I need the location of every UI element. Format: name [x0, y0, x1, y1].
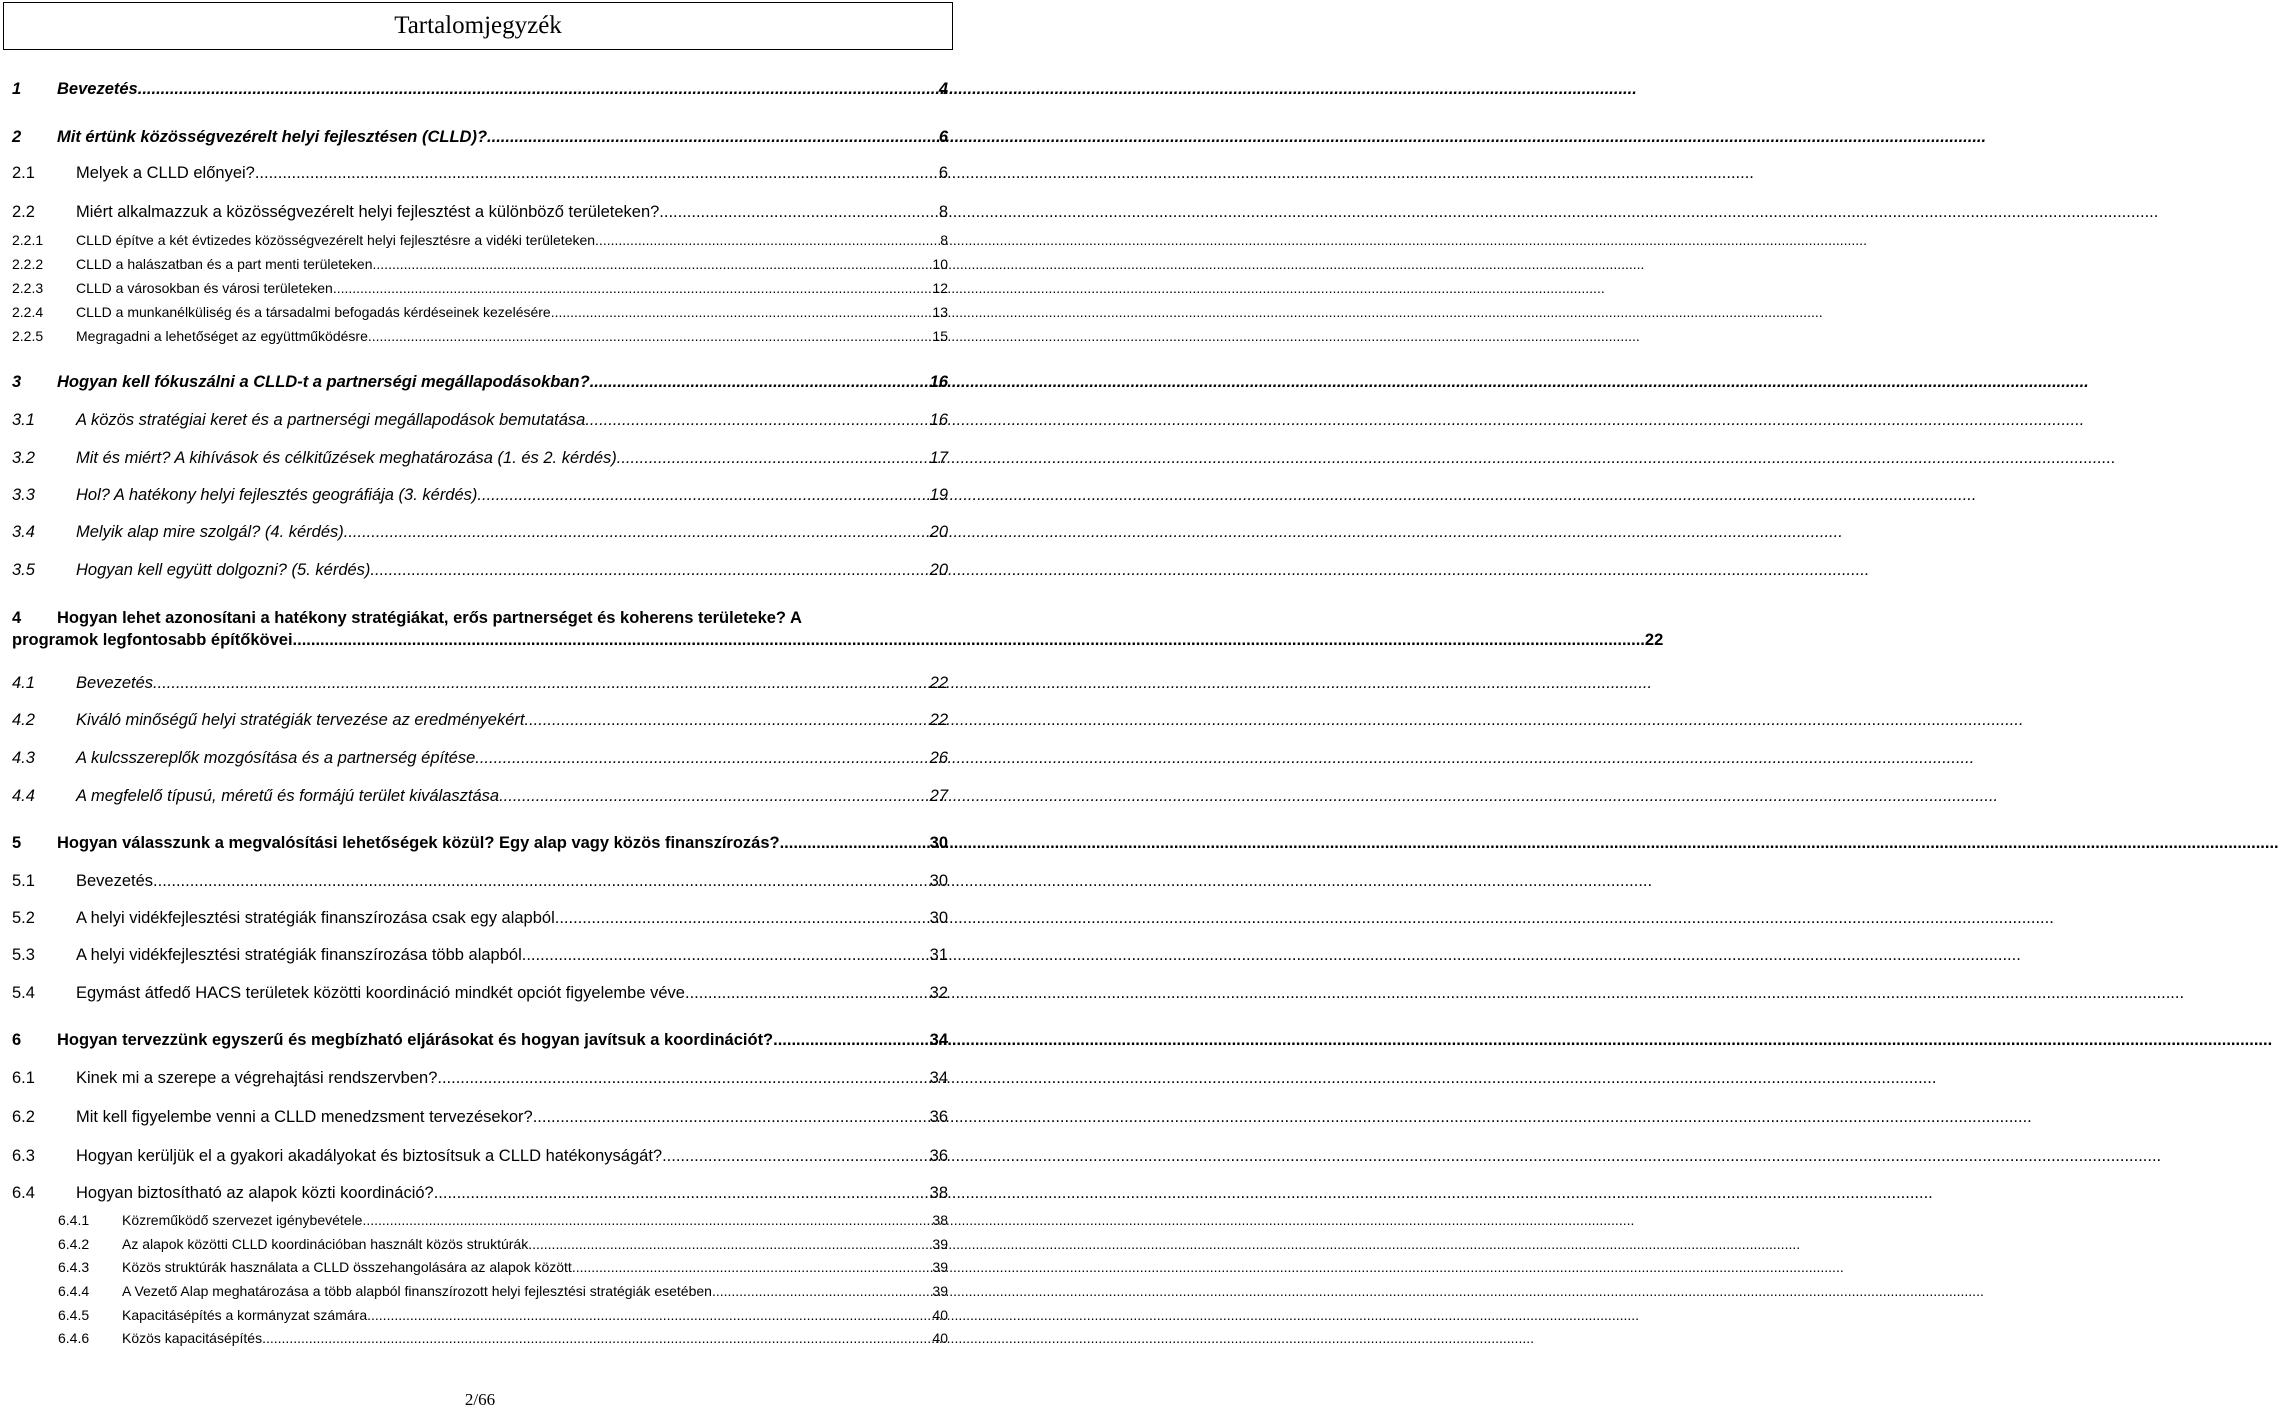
toc-entry-page: 26 — [929, 749, 948, 767]
toc-entry-page: 34 — [929, 1031, 948, 1049]
toc-entry-text: A közös stratégiai keret és a partnerségi megállapodások bemutatása — [76, 411, 586, 429]
toc-leader-dots — [590, 373, 930, 392]
toc-entry-text: Melyek a CLLD előnyei? — [76, 164, 255, 182]
toc-entry-text: Mit kell figyelembe venni a CLLD menedzsment tervezésekor? — [76, 1108, 533, 1126]
toc-entry-number: 6.3 — [12, 1147, 35, 1165]
toc-entry-text-continued: programok legfontosabb építőkövei — [12, 631, 293, 649]
toc-entry-number: 6.4.3 — [58, 1259, 90, 1275]
toc-entry-text: Hogyan biztosítható az alapok közti koordináció? — [76, 1184, 434, 1202]
toc-entry-text: Hogyan tervezzünk egyszerű és megbízható eljárásokat és hogyan javítsuk a koordinációt? — [57, 1031, 774, 1049]
toc-entry-page: 22 — [929, 711, 948, 729]
toc-entry-2-2-2[interactable] — [12, 256, 948, 272]
toc-entry-number: 2.2.5 — [12, 328, 44, 344]
toc-leader-dots — [138, 80, 939, 99]
toc-leader-dots — [585, 411, 929, 430]
toc-entry-number: 5.2 — [12, 909, 35, 927]
toc-entry-6[interactable] — [12, 1031, 948, 1050]
toc-entry-2-2-1[interactable] — [12, 232, 948, 248]
toc-entry-text: Közös struktúrák használata a CLLD összehangolására az alapok között — [122, 1259, 572, 1275]
toc-entry-page: 4 — [938, 80, 948, 98]
toc-leader-dots — [572, 1259, 933, 1275]
toc-entry-page: 40 — [932, 1330, 948, 1346]
toc-entry-page: 36 — [929, 1108, 948, 1126]
toc-entry-text: Közreműködő szervezet igénybevétele — [122, 1212, 363, 1228]
toc-leader-dots — [555, 909, 930, 928]
toc-entry-5-4[interactable] — [12, 984, 948, 1003]
toc-entry-4-4[interactable] — [12, 787, 948, 806]
toc-entry-text: Hogyan kerüljük el a gyakori akadályokat és biztosítsuk a CLLD hatékonyságát? — [76, 1147, 663, 1165]
toc-leader-dots — [367, 1307, 932, 1323]
toc-entry-6-4[interactable] — [12, 1184, 948, 1203]
toc-leader-dots — [434, 1184, 930, 1203]
toc-entry-number: 6.4.4 — [58, 1283, 90, 1299]
toc-entry-text: Bevezetés — [76, 674, 154, 692]
toc-leader-dots — [487, 128, 939, 147]
toc-entry-number: 1 — [12, 80, 22, 98]
toc-entry-page: 31 — [929, 946, 948, 964]
toc-entry-number: 6.4.2 — [58, 1236, 90, 1252]
toc-entry-page: 34 — [929, 1069, 948, 1087]
toc-leader-dots — [262, 1330, 932, 1346]
toc-entry-number: 2.2.4 — [12, 304, 44, 320]
toc-entry-number: 4.2 — [12, 711, 35, 729]
toc-entry-text: CLLD építve a két évtizedes közösségvezérelt helyi fejlesztésre a vidéki területeken — [76, 232, 596, 248]
toc-leader-dots — [153, 872, 930, 891]
toc-entry-text: Kiváló minőségű helyi stratégiák tervezése az eredményekért — [76, 711, 525, 729]
toc-entry-6-2[interactable] — [12, 1108, 948, 1127]
toc-entry-page: 19 — [929, 486, 948, 504]
toc-entry-number: 2 — [12, 128, 22, 146]
toc-leader-dots — [477, 486, 929, 505]
toc-leader-dots — [373, 256, 933, 272]
toc-entry-page: 39 — [932, 1259, 948, 1275]
toc-entry-page: 6 — [938, 164, 948, 182]
toc-entry-page: 10 — [932, 256, 948, 272]
toc-leader-dots — [499, 787, 930, 806]
toc-entry-6-4-2[interactable] — [58, 1236, 948, 1252]
toc-entry-text: Hogyan kell fókuszálni a CLLD-t a partnerségi megállapodásokban? — [57, 373, 590, 391]
toc-entry-number: 6.4.5 — [58, 1307, 90, 1323]
toc-entry-6-4-1[interactable] — [58, 1212, 948, 1228]
toc-entry-text: Egymást átfedő HACS területek közötti koordináció mindkét opciót figyelembe véve — [76, 984, 685, 1002]
toc-entry-text: Mit és miért? A kihívások és célkitűzések meghatározása (1. és 2. kérdés) — [76, 449, 617, 467]
toc-leader-dots — [528, 1236, 932, 1252]
toc-entry-number: 6.4 — [12, 1184, 35, 1202]
toc-entry-page: 30 — [929, 834, 948, 852]
toc-entry-number: 5.1 — [12, 872, 35, 890]
toc-entry-number: 3 — [12, 373, 22, 391]
toc-entry-text: A helyi vidékfejlesztési stratégiák finanszírozása több alapból — [76, 946, 522, 964]
page-number: 2/66 — [464, 1390, 496, 1409]
toc-entry-text: Megragadni a lehetőséget az együttműködésre — [76, 328, 368, 344]
toc-entry-page: 22 — [1644, 631, 1664, 649]
toc-entry-number: 6.2 — [12, 1108, 35, 1126]
toc-entry-number: 2.2.3 — [12, 280, 44, 296]
toc-entry-number: 3.4 — [12, 523, 35, 541]
toc-leader-dots — [475, 749, 929, 768]
toc-entry-3[interactable] — [12, 373, 948, 392]
toc-entry-number: 4 — [12, 609, 22, 627]
toc-entry-text: Kinek mi a szerepe a végrehajtási rendszervben? — [76, 1069, 438, 1087]
toc-entry-3-4[interactable] — [12, 523, 948, 542]
toc-entry-number: 2.1 — [12, 164, 35, 182]
toc-entry-number: 3.5 — [12, 561, 35, 579]
toc-leader-dots — [617, 449, 930, 468]
toc-entry-6-3[interactable] — [12, 1147, 948, 1166]
toc-leader-dots — [368, 328, 933, 344]
toc-entry-page: 38 — [932, 1212, 948, 1228]
toc-entry-page: 22 — [929, 674, 948, 692]
toc-entry-number: 6.4.1 — [58, 1212, 90, 1228]
toc-entry-number: 4.3 — [12, 749, 35, 767]
toc-leader-dots — [659, 203, 939, 222]
toc-entry-page: 39 — [932, 1236, 948, 1252]
toc-leader-dots — [344, 523, 930, 542]
toc-leader-dots — [153, 674, 930, 693]
toc-entry-text: A Vezető Alap meghatározása a több alapból finanszírozott helyi fejlesztési stratégiák esetében — [122, 1283, 712, 1299]
toc-entry-number: 4.4 — [12, 787, 35, 805]
toc-leader-dots — [333, 280, 933, 296]
toc-leader-dots — [551, 304, 933, 320]
toc-entry-number: 3.1 — [12, 411, 35, 429]
toc-leader-dots — [595, 232, 940, 248]
toc-entry-5-2[interactable] — [12, 909, 948, 928]
toc-entry-number: 6.1 — [12, 1069, 35, 1087]
toc-entry-number: 5.3 — [12, 946, 35, 964]
toc-entry-page: 15 — [932, 328, 948, 344]
toc-entry-2-2-5[interactable] — [12, 328, 948, 344]
toc-entry-text: A helyi vidékfejlesztési stratégiák finanszírozása csak egy alapból — [76, 909, 555, 927]
toc-leader-dots — [712, 1283, 932, 1299]
toc-entry-text: Hogyan kell együtt dolgozni? (5. kérdés) — [76, 561, 371, 579]
toc-entry-number: 6 — [12, 1031, 22, 1049]
toc-entry-page: 16 — [929, 373, 948, 391]
toc-entry-page: 32 — [929, 984, 948, 1002]
toc-entry-3-2[interactable] — [12, 449, 948, 468]
toc-leader-dots — [370, 561, 929, 580]
toc-entry-4-1[interactable] — [12, 674, 948, 693]
toc-entry-page: 13 — [932, 304, 948, 320]
toc-entry-4[interactable] — [12, 609, 1664, 650]
toc-entry-number: 2.2.1 — [12, 232, 44, 248]
toc-entry-2[interactable] — [12, 128, 948, 147]
toc-leader-dots — [685, 984, 930, 1003]
toc-leader-dots — [437, 1069, 929, 1088]
toc-entry-page: 8 — [938, 203, 948, 221]
toc-entry-4-2[interactable] — [12, 711, 948, 730]
toc-entry-text: Közös kapacitásépítés — [122, 1330, 263, 1346]
toc-entry-number: 2.2 — [12, 203, 35, 221]
toc-entry-6-4-4[interactable] — [58, 1283, 948, 1299]
toc-entry-page: 27 — [929, 787, 948, 805]
toc-entry-5-1[interactable] — [12, 872, 948, 891]
toc-leader-dots — [522, 946, 930, 965]
toc-entry-page: 20 — [929, 561, 948, 579]
toc-entry-3-5[interactable] — [12, 561, 948, 580]
toc-entry-text: CLLD a halászatban és a part menti területeken — [76, 256, 373, 272]
toc-entry-number: 2.2.2 — [12, 256, 44, 272]
toc-entry-2-2-3[interactable] — [12, 280, 948, 296]
toc-leader-dots — [362, 1212, 932, 1228]
toc-entry-page: 40 — [932, 1307, 948, 1323]
toc-entry-5-3[interactable] — [12, 946, 948, 965]
toc-entry-6-4-3[interactable] — [58, 1259, 948, 1275]
toc-leader-dots — [780, 834, 930, 853]
toc-entry-page: 36 — [929, 1147, 948, 1165]
toc-entry-2-2-4[interactable] — [12, 304, 948, 320]
toc-leader-dots — [662, 1147, 930, 1166]
toc-entry-page: 16 — [929, 411, 948, 429]
toc-entry-page: 38 — [929, 1184, 948, 1202]
toc-entry-5[interactable] — [12, 834, 948, 853]
toc-entry-text: A kulcsszereplők mozgósítása és a partnerség építése — [76, 749, 476, 767]
toc-entry-text: CLLD a városokban és városi területeken — [76, 280, 333, 296]
toc-entry-number: 6.4.6 — [58, 1330, 90, 1346]
toc-entry-text: Hol? A hatékony helyi fejlesztés geográfiája (3. kérdés) — [76, 486, 478, 504]
toc-entry-text: CLLD a munkanélküliség és a társadalmi befogadás kérdéseinek kezelésére — [76, 304, 551, 320]
toc-entry-number: 3.2 — [12, 449, 35, 467]
toc-entry-number: 3.3 — [12, 486, 35, 504]
toc-entry-number: 5 — [12, 834, 22, 852]
toc-entry-6-1[interactable] — [12, 1069, 948, 1088]
toc-entry-1[interactable] — [12, 80, 948, 99]
toc-leader-dots — [293, 631, 1645, 650]
toc-entry-text: Bevezetés — [76, 872, 154, 890]
toc-entry-page: 6 — [938, 128, 948, 146]
toc-title: Tartalomjegyzék — [3, 2, 953, 50]
toc-entry-number: 5.4 — [12, 984, 35, 1002]
toc-entry-page: 8 — [940, 232, 948, 248]
toc-entry-6-4-5[interactable] — [58, 1307, 948, 1323]
toc-entry-text: A megfelelő típusú, méretű és formájú terület kiválasztása — [76, 787, 500, 805]
toc-entry-text: Melyik alap mire szolgál? (4. kérdés) — [76, 523, 344, 541]
toc-leader-dots — [533, 1108, 930, 1127]
toc-entry-text: Mit értünk közösségvezérelt helyi fejlesztésen (CLLD)? — [57, 128, 488, 146]
toc-leader-dots — [773, 1031, 930, 1050]
toc-entry-2-1[interactable] — [12, 164, 948, 183]
toc-entry-text: Kapacitásépítés a kormányzat számára — [122, 1307, 368, 1323]
toc-entry-3-1[interactable] — [12, 411, 948, 430]
toc-leader-dots — [524, 711, 929, 730]
toc-entry-page: 20 — [929, 523, 948, 541]
toc-entry-text: Hogyan válasszunk a megvalósítási lehetőségek közül? Egy alap vagy közös finanszírozás? — [57, 834, 780, 852]
toc-entry-page: 39 — [932, 1283, 948, 1299]
toc-entry-number: 4.1 — [12, 674, 35, 692]
toc-entry-text: Bevezetés — [57, 80, 138, 98]
toc-entry-text: Miért alkalmazzuk a közösségvezérelt helyi fejlesztést a különböző területeken? — [76, 203, 660, 221]
toc-entry-2-2[interactable] — [12, 203, 948, 222]
toc-entry-text: Hogyan lehet azonosítani a hatékony stratégiákat, erős partnerséget és koherens területeke? A — [57, 609, 802, 627]
toc-entry-3-3[interactable] — [12, 486, 948, 505]
toc-entry-page: 30 — [929, 909, 948, 927]
toc-entry-text: Az alapok közötti CLLD koordinációban használt közös struktúrák — [122, 1236, 529, 1252]
toc-entry-page: 12 — [932, 280, 948, 296]
toc-entry-page: 17 — [929, 449, 948, 467]
toc-entry-6-4-6[interactable] — [58, 1330, 948, 1346]
toc-leader-dots — [255, 164, 939, 183]
toc-entry-4-3[interactable] — [12, 749, 948, 768]
toc-entry-page: 30 — [929, 872, 948, 890]
